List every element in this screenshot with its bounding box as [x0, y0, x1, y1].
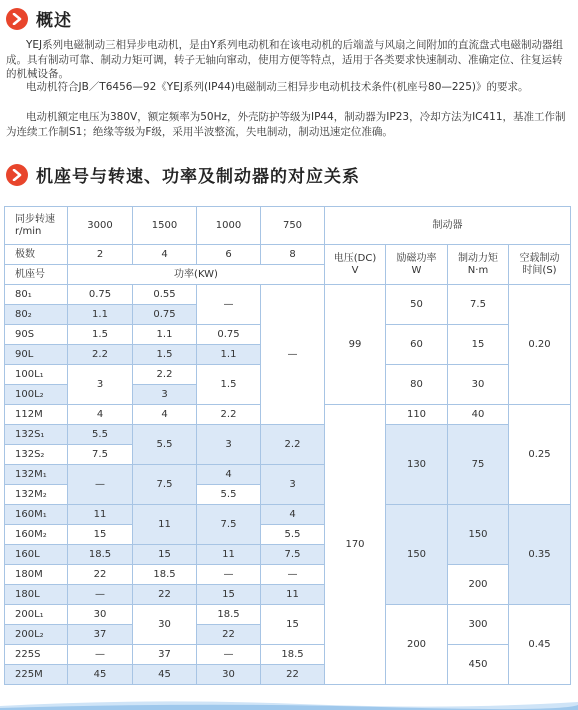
poles-6: 6	[197, 245, 261, 265]
excitation-cell: 130	[386, 425, 448, 505]
power-cell: —	[197, 565, 261, 585]
paragraph-intro: YEJ系列电磁制动三相异步电动机，是由Y系列电动机和在该电动机的后端盖与风扇之间附加的直流盘式电磁制动器组成。具有制动可靠、制动力矩可调，转子无轴向窜动，使用方便等特点，适用于各类要求快速制动、准确定位、往复运转的机械设备。	[6, 39, 564, 80]
power-cell: 5.5	[261, 525, 325, 545]
speed-1000: 1000	[197, 207, 261, 245]
decorative-wave	[0, 696, 578, 710]
power-cell: —	[197, 285, 261, 325]
frame-cell: 180M	[5, 565, 68, 585]
power-cell: 11	[261, 585, 325, 605]
speed-1500: 1500	[133, 207, 197, 245]
power-cell: 5.5	[133, 425, 197, 465]
frame-cell: 112M	[5, 405, 68, 425]
frame-cell: 200L₂	[5, 625, 68, 645]
power-cell: 37	[133, 645, 197, 665]
speed-750: 750	[261, 207, 325, 245]
torque-cell: 15	[448, 325, 509, 365]
torque-cell: 200	[448, 565, 509, 605]
excitation-cell: 80	[386, 365, 448, 405]
torque-cell: 75	[448, 425, 509, 505]
braking-time-cell: 0.25	[509, 405, 571, 505]
power-cell: 1.1	[133, 325, 197, 345]
power-cell: 7.5	[197, 505, 261, 545]
power-cell: 30	[197, 665, 261, 685]
power-cell: 45	[68, 665, 133, 685]
power-cell: 7.5	[261, 545, 325, 565]
power-cell: 0.75	[133, 305, 197, 325]
power-cell: 1.5	[133, 345, 197, 365]
power-cell: 15	[197, 585, 261, 605]
frame-cell: 180L	[5, 585, 68, 605]
paragraph-standard: 电动机符合JB／T6456—92《YEJ系列(IP44)电磁制动三相异步电动机技术条件(机座号80—225)》的要求。	[26, 81, 529, 93]
frame-cell: 225S	[5, 645, 68, 665]
power-cell: 3	[197, 425, 261, 465]
power-cell: —	[197, 645, 261, 665]
power-cell: 45	[133, 665, 197, 685]
speed-3000: 3000	[68, 207, 133, 245]
power-cell: 22	[261, 665, 325, 685]
voltage-cell: 170	[325, 405, 386, 685]
power-cell: 1.5	[197, 365, 261, 405]
power-cell: 2.2	[133, 365, 197, 385]
frame-cell: 200L₁	[5, 605, 68, 625]
frame-cell: 132M₁	[5, 465, 68, 485]
power-cell: 4	[133, 405, 197, 425]
power-cell: 22	[133, 585, 197, 605]
excitation-cell: 200	[386, 605, 448, 685]
chevron-right-icon	[6, 8, 28, 30]
section-title: 机座号与转速、功率及制动器的对应关系	[36, 167, 360, 187]
power-cell: 5.5	[68, 425, 133, 445]
power-cell: 2.2	[68, 345, 133, 365]
excitation-cell: 50	[386, 285, 448, 325]
power-cell: 15	[261, 605, 325, 645]
power-cell: 30	[68, 605, 133, 625]
frame-cell: 132S₂	[5, 445, 68, 465]
header-voltage: 电压(DC) V	[325, 245, 386, 285]
excitation-cell: 110	[386, 405, 448, 425]
frame-cell: 80₂	[5, 305, 68, 325]
frame-cell: 132S₁	[5, 425, 68, 445]
torque-cell: 150	[448, 505, 509, 565]
poles-8: 8	[261, 245, 325, 265]
braking-time-cell: 0.45	[509, 605, 571, 685]
power-cell: —	[68, 465, 133, 505]
frame-cell: 100L₂	[5, 385, 68, 405]
excitation-cell: 150	[386, 505, 448, 605]
torque-cell: 40	[448, 405, 509, 425]
power-cell: 18.5	[68, 545, 133, 565]
voltage-cell: 99	[325, 285, 386, 405]
torque-cell: 300	[448, 605, 509, 645]
power-cell: 3	[133, 385, 197, 405]
power-cell: 18.5	[261, 645, 325, 665]
header-braking-torque: 制动力矩 N·m	[448, 245, 509, 285]
header-speed: 同步转速 r/min	[5, 207, 68, 245]
section-heading-overview	[6, 6, 72, 31]
power-cell: 22	[68, 565, 133, 585]
frame-cell: 100L₁	[5, 365, 68, 385]
frame-cell: 90S	[5, 325, 68, 345]
frame-cell: 90L	[5, 345, 68, 365]
excitation-cell: 60	[386, 325, 448, 365]
power-cell: 11	[197, 545, 261, 565]
header-power: 功率(KW)	[68, 265, 325, 285]
power-cell: 37	[68, 625, 133, 645]
power-cell: 15	[133, 545, 197, 565]
braking-time-cell: 0.20	[509, 285, 571, 405]
power-cell: 3	[261, 465, 325, 505]
header-poles: 极数	[5, 245, 68, 265]
power-cell: 18.5	[133, 565, 197, 585]
braking-time-cell: 0.35	[509, 505, 571, 605]
power-cell: 0.75	[68, 285, 133, 305]
header-brake: 制动器	[325, 207, 571, 245]
power-cell: 15	[68, 525, 133, 545]
header-frame: 机座号	[5, 265, 68, 285]
frame-cell: 160L	[5, 545, 68, 565]
torque-cell: 450	[448, 645, 509, 685]
chevron-right-icon	[6, 164, 28, 186]
header-braking-time: 空载制动 时间(S)	[509, 245, 571, 285]
power-cell: 11	[68, 505, 133, 525]
power-cell: 30	[133, 605, 197, 645]
frame-cell: 132M₂	[5, 485, 68, 505]
power-cell: 4	[197, 465, 261, 485]
power-cell: —	[261, 285, 325, 425]
power-cell: 1.1	[68, 305, 133, 325]
power-cell: 1.1	[197, 345, 261, 365]
power-cell: 0.55	[133, 285, 197, 305]
power-cell: 18.5	[197, 605, 261, 625]
frame-speed-power-brake-table	[4, 206, 571, 685]
power-cell: 3	[68, 365, 133, 405]
power-cell: —	[261, 565, 325, 585]
power-cell: 22	[197, 625, 261, 645]
power-cell: 1.5	[68, 325, 133, 345]
section-heading-correspondence	[6, 162, 360, 187]
power-cell: 2.2	[261, 425, 325, 465]
power-cell: —	[68, 585, 133, 605]
torque-cell: 30	[448, 365, 509, 405]
power-cell: 7.5	[68, 445, 133, 465]
power-cell: 7.5	[133, 465, 197, 505]
power-cell: —	[68, 645, 133, 665]
section-title: 概述	[36, 11, 72, 31]
power-cell: 2.2	[197, 405, 261, 425]
poles-4: 4	[133, 245, 197, 265]
power-cell: 4	[68, 405, 133, 425]
frame-cell: 225M	[5, 665, 68, 685]
frame-cell: 160M₁	[5, 505, 68, 525]
power-cell: 0.75	[197, 325, 261, 345]
paragraph-ratings: 电动机额定电压为380V，额定频率为50Hz，外壳防护等级为IP44，制动器为IP23，冷却方法为IC411，基准工作制为连续工作制S1；绝缘等级为F级，采用半波整流，失电制动，制动迅速定位准确。	[6, 111, 566, 138]
power-cell: 11	[133, 505, 197, 545]
header-excitation-power: 励磁功率 W	[386, 245, 448, 285]
power-cell: 5.5	[197, 485, 261, 505]
power-cell: 4	[261, 505, 325, 525]
torque-cell: 7.5	[448, 285, 509, 325]
poles-2: 2	[68, 245, 133, 265]
frame-cell: 80₁	[5, 285, 68, 305]
frame-cell: 160M₂	[5, 525, 68, 545]
